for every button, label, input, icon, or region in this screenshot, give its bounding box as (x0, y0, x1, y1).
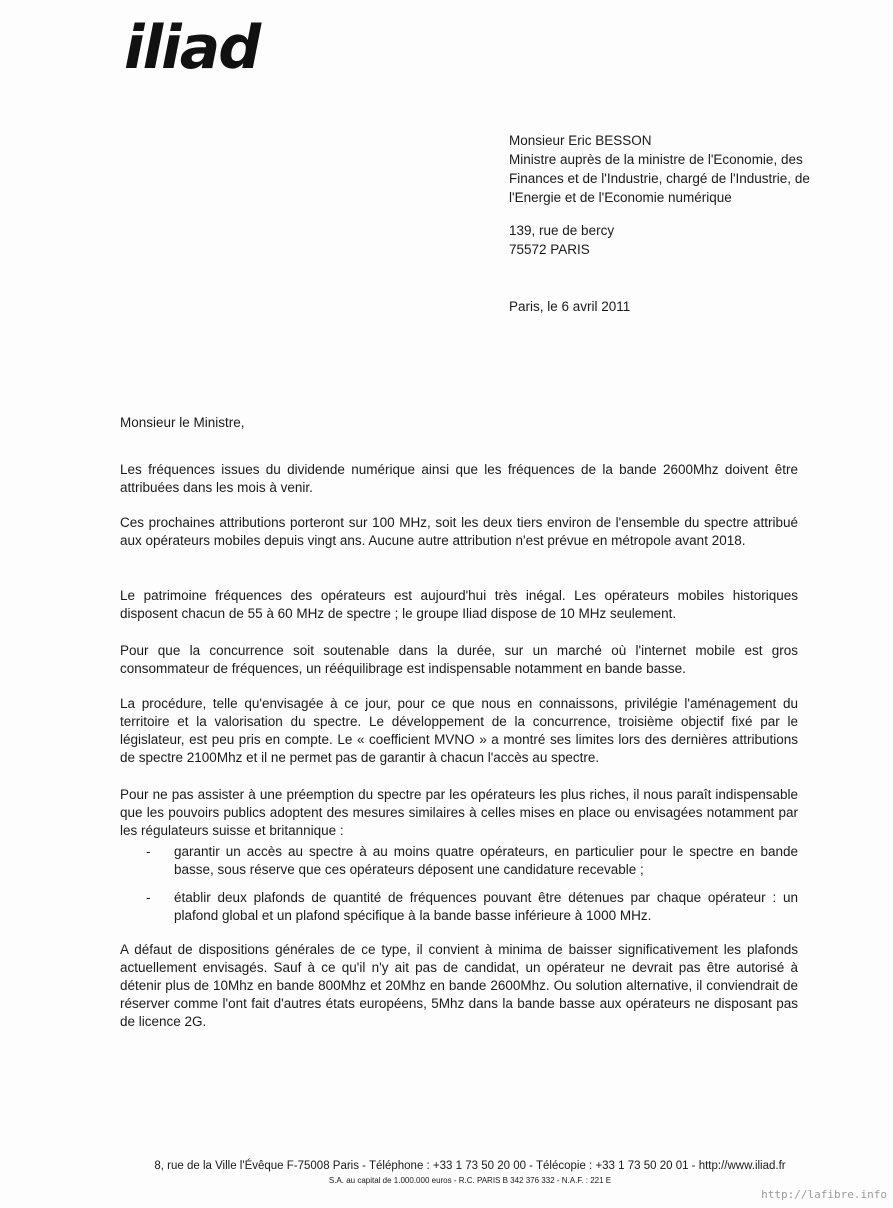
recipient-block (509, 131, 839, 207)
paragraph: Pour ne pas assister à une préemption du spectre par les opérateurs les plus riches, il nous paraît indispensable que les pouvoirs publics adoptent des mesures similaires à celles mises en place ou envisagées notamment par les régulateurs suisse et britannique : (120, 787, 798, 838)
paragraph: La procédure, telle qu'envisagée à ce jour, pour ce que nous en connaissons, privilégie l'aménagement du territoire et la valorisation du spectre. Le développement de la concurrence, troisième objectif fixé par le législateur, est peu pris en compte. Le « coefficient MVNO » a montré ses limites lors des dernières attributions de spectre 2100Mhz et il ne permet pas de garantir à chacun l'accès au spectre. (120, 696, 798, 765)
recipient-title-line: Finances et de l'Industrie, chargé de l'Industrie, de (509, 171, 810, 186)
bullet-marker: - (146, 890, 151, 905)
paragraph: Le patrimoine fréquences des opérateurs est aujourd'hui très inégal. Les opérateurs mobiles historiques disposent chacun de 55 à 60 MHz de spectre ; le groupe Iliad dispose de 10 MHz seulement. (120, 588, 798, 621)
recipient-address (509, 221, 614, 259)
paragraph: Ces prochaines attributions porteront sur 100 MHz, soit les deux tiers environ de l'ensemble du spectre attribué aux opérateurs mobiles depuis vingt ans. Aucune autre attribution n'est prévue en métropole avant 2018. (120, 515, 798, 548)
bullet-text: garantir un accès au spectre à au moins quatre opérateurs, en particulier pour le spectre en bande basse, sous réserve que ces opérateurs déposent une candidature recevable ; (174, 844, 798, 877)
recipient-title-line: Ministre auprès de la ministre de l'Economie, des (509, 152, 803, 167)
address-street: 139, rue de bercy (509, 223, 615, 238)
paragraph: Les fréquences issues du dividende numérique ainsi que les fréquences de la bande 2600Mhz doivent être attribuées dans les mois à venir. (120, 462, 798, 495)
iliad-logo: iliad (124, 13, 260, 83)
footer-legal: S.A. au capital de 1.000.000 euros - R.C. PARIS B 342 376 332 - N.A.F. : 221 E (328, 1176, 612, 1185)
source-watermark: http://lafibre.info (761, 1188, 887, 1201)
footer-contact: 8, rue de la Ville l'Évêque F-75008 Paris - Téléphone : +33 1 73 50 20 00 - Télécopie : +33 1 73 50 20 01 - http://www.iliad.fr (154, 1160, 786, 1172)
salutation: Monsieur le Ministre, (120, 415, 245, 430)
bullet-marker: - (146, 844, 151, 859)
closing-paragraph: A défaut de dispositions générales de ce type, il convient à minima de baisser significativement les plafonds actuellement envisagés. Sauf à ce qu'il n'y ait pas de candidat, un opérateur ne devrait pas être autorisé à détenir plus de 10Mhz en bande 800Mhz et 20Mhz en bande 2600Mhz. Ou solution alternative, il conviendrait de réserver comme l'ont fait d'autres états européens, 5Mhz dans la bande basse aux opérateurs ne disposant pas de licence 2G. (120, 942, 798, 1029)
paragraph: Pour que la concurrence soit soutenable dans la durée, sur un marché où l'internet mobile est gros consommateur de fréquences, un rééquilibrage est indispensable notamment en bande basse. (120, 643, 798, 676)
bullet-item (146, 843, 798, 879)
letter-date: Paris, le 6 avril 2011 (509, 299, 631, 314)
address-city: 75572 PARIS (509, 242, 590, 257)
bullet-item (146, 889, 798, 925)
bullet-text: établir deux plafonds de quantité de fréquences pouvant être détenues par chaque opérateur : un plafond global et un plafond spécifique à la bande basse inférieure à 1000 MHz. (174, 890, 798, 923)
recipient-title-line: l'Energie et de l'Economie numérique (509, 190, 732, 205)
recipient-name: Monsieur Eric BESSON (509, 133, 652, 148)
